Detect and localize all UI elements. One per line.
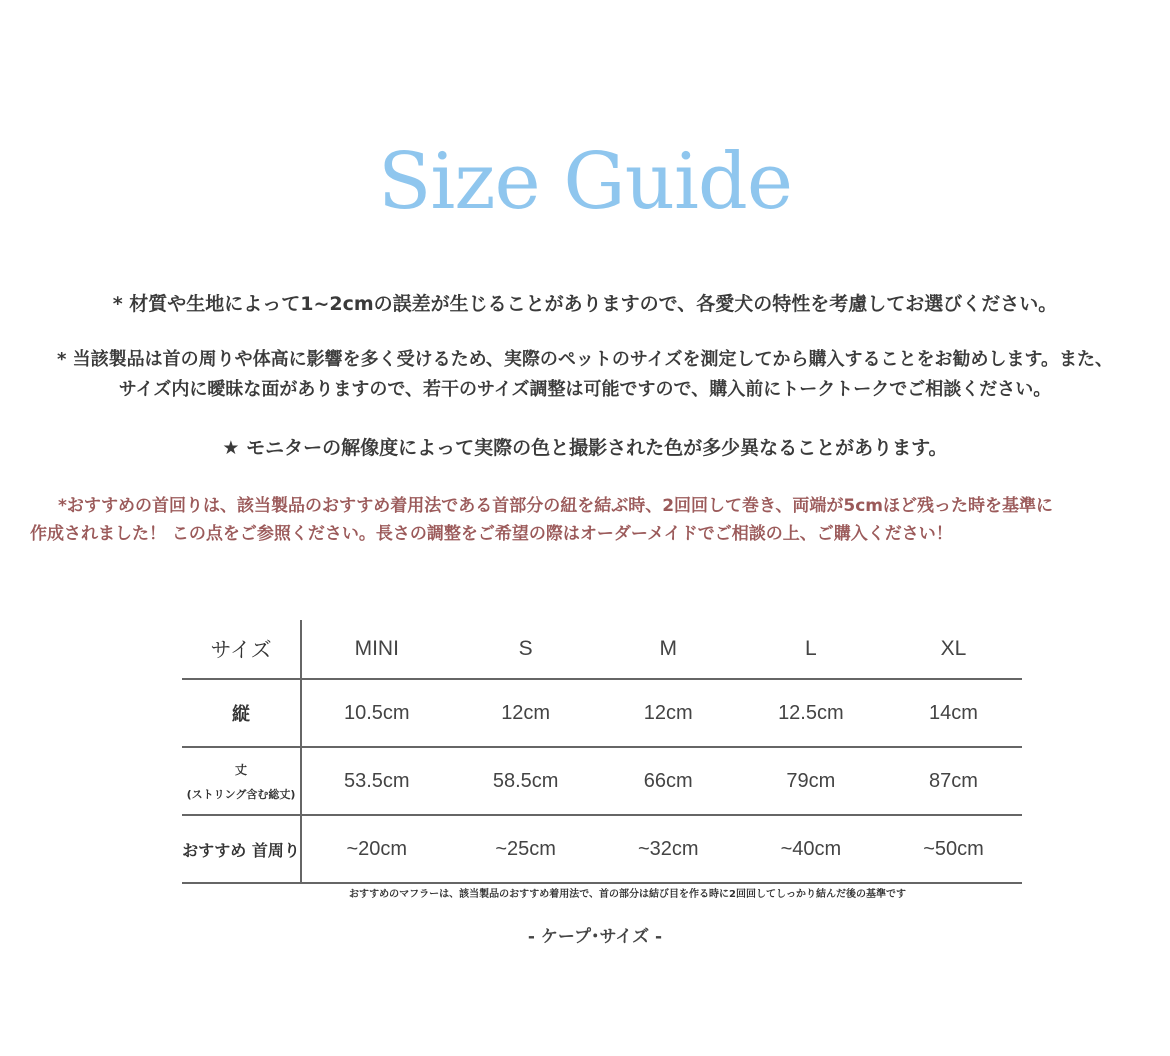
row-label: 丈 xyxy=(234,762,247,777)
recommendation-note xyxy=(30,492,1160,548)
row-label-total-length xyxy=(182,747,301,815)
size-m: M xyxy=(600,620,737,679)
measure-note-line2: サイズ内に曖昧な面がありますので、若干のサイズ調整は可能ですので、購入前にトークトークでご相談ください。 xyxy=(118,379,1052,400)
table-cell: 12cm xyxy=(452,679,600,747)
recommendation-line1: *おすすめの首回りは、該当製品のおすすめ着用法である首部分の紐を結ぶ時、2回回して巻き、両端が5cmほど残った時を基準に xyxy=(58,496,1053,516)
row-label-length xyxy=(182,679,301,747)
size-header-label: サイズ xyxy=(182,620,301,679)
monitor-color-note: ★ モニターの解像度によって実際の色と撮影された色が多少異なることがあります。 xyxy=(222,437,948,459)
table-cell: 12.5cm xyxy=(737,679,885,747)
table-cell: 79cm xyxy=(737,747,885,815)
table-cell: 10.5cm xyxy=(301,679,452,747)
recommendation-line2: 作成されました！ この点をご参照ください。長さの調整をご希望の際はオーダーメイドでご相談の上、ご購入ください！ xyxy=(30,524,953,544)
size-l: L xyxy=(737,620,885,679)
measure-note-line1: * 当該製品は首の周りや体高に影響を多く受けるため、実際のペットのサイズを測定してから購入することをお勧めします。また、 xyxy=(56,349,1114,370)
table-row xyxy=(182,679,1022,747)
table-cell: 58.5cm xyxy=(452,747,600,815)
table-cell: 87cm xyxy=(885,747,1022,815)
table-cell: 12cm xyxy=(600,679,737,747)
size-xl: XL xyxy=(885,620,1022,679)
row-sublabel: (ストリング含む総丈) xyxy=(186,787,296,801)
size-table xyxy=(182,620,1022,884)
row-label: 縦 xyxy=(232,704,250,725)
table-footnote: おすすめのマフラーは、該当製品のおすすめ着用法で、首の部分は結び目を作る時に2回回してしっかり結んだ後の基準です xyxy=(349,889,906,900)
table-cell: 53.5cm xyxy=(301,747,452,815)
table-row xyxy=(182,747,1022,815)
table-cell: ~20cm xyxy=(301,815,452,883)
table-cell: ~25cm xyxy=(452,815,600,883)
table-cell: 66cm xyxy=(600,747,737,815)
size-s: S xyxy=(452,620,600,679)
page-title: Size Guide xyxy=(377,137,792,227)
measure-note xyxy=(0,345,1170,405)
table-row xyxy=(182,815,1022,883)
row-label: おすすめ 首周り xyxy=(182,840,300,860)
cape-size-caption: - ケープ･サイズ - xyxy=(527,927,663,947)
size-mini: MINI xyxy=(301,620,452,679)
table-cell: ~50cm xyxy=(885,815,1022,883)
table-cell: ~40cm xyxy=(737,815,885,883)
row-label-neck xyxy=(182,815,301,883)
material-note: * 材質や生地によって1~2cmの誤差が生じることがありますので、各愛犬の特性を考慮してお選びください。 xyxy=(112,293,1058,315)
table-cell: 14cm xyxy=(885,679,1022,747)
table-cell: ~32cm xyxy=(600,815,737,883)
size-header-row xyxy=(182,620,1022,679)
